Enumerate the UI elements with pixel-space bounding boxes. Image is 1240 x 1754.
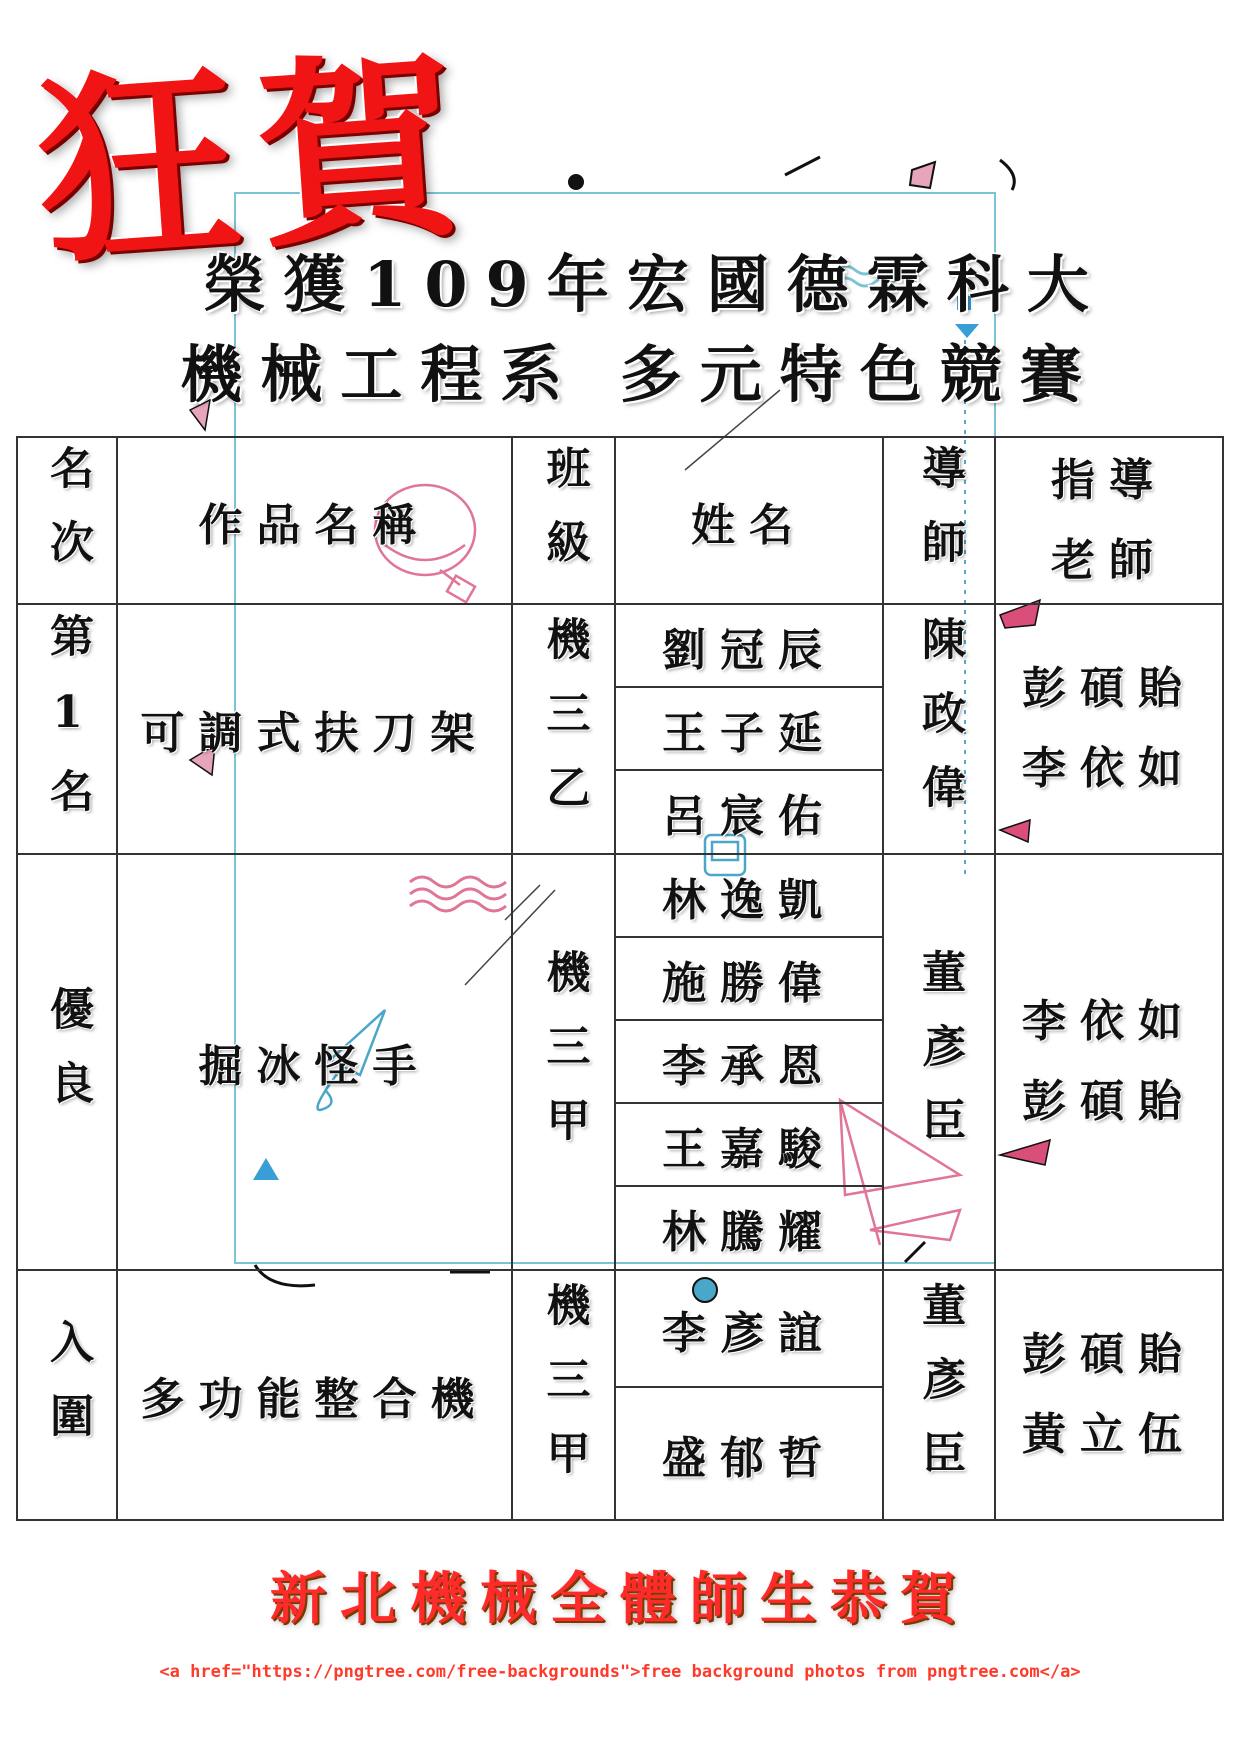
advisor-cell: [995, 1270, 1223, 1520]
advisor-name: 彭碩貽: [1022, 663, 1196, 714]
advisor-name: 彭碩貽: [1022, 1076, 1196, 1127]
rank-cell: 第1名: [17, 604, 117, 854]
class-cell: 機三甲: [512, 854, 615, 1270]
advisor-name: 李依如: [1022, 743, 1196, 794]
class-cell: 機三乙: [512, 604, 615, 854]
student-name: 李彥誼: [615, 1270, 883, 1387]
header-mentor: 導師: [883, 437, 995, 604]
table-header-row: [17, 437, 1223, 604]
student-name: 劉冠辰: [615, 604, 883, 687]
rank-cell: 入圍: [17, 1270, 117, 1520]
rank-cell: 優良: [17, 854, 117, 1270]
student-name: 施勝偉: [615, 937, 883, 1020]
student-name: 盛郁哲: [615, 1387, 883, 1520]
header-advisor: 指導老師: [995, 437, 1223, 604]
mentor-cell: 董彥臣: [883, 854, 995, 1270]
advisor-name: 彭碩貽: [1022, 1329, 1196, 1380]
class-cell: 機三甲: [512, 1270, 615, 1520]
headline: 狂賀: [30, 26, 486, 293]
advisor-cell: [995, 604, 1223, 854]
footer-congrats: 新北機械全體師生恭賀: [270, 1566, 970, 1632]
title-line-1: 榮獲109年宏國德霖科大: [203, 248, 1107, 321]
work-cell: 多功能整合機: [117, 1270, 512, 1520]
student-name: 李承恩: [615, 1020, 883, 1103]
student-name: 呂宸佑: [615, 770, 883, 854]
work-cell: 掘冰怪手: [117, 854, 512, 1270]
title-line-2: 機械工程系 多元特色競賽: [180, 338, 1100, 411]
work-cell: 可調式扶刀架: [117, 604, 512, 854]
student-name: 林逸凱: [615, 854, 883, 937]
header-work: 作品名稱: [117, 437, 512, 604]
award-table: [16, 436, 1224, 1521]
table-row: [17, 604, 1223, 687]
credit-text: <a href="https://pngtree.com/free-backgrounds">free background photos from pngtree.com</a>: [159, 1662, 1081, 1682]
advisor-name: 黃立伍: [1022, 1409, 1196, 1460]
student-name: 王子延: [615, 687, 883, 770]
table-row: [17, 1270, 1223, 1387]
advisor-name: 李依如: [1022, 996, 1196, 1047]
mentor-cell: 陳政偉: [883, 604, 995, 854]
student-name: 王嘉駿: [615, 1103, 883, 1186]
header-class: 班級: [512, 437, 615, 604]
advisor-cell: [995, 854, 1223, 1270]
header-name: 姓名: [615, 437, 883, 604]
student-name: 林騰耀: [615, 1186, 883, 1270]
table-row: [17, 854, 1223, 937]
header-rank: 名次: [17, 437, 117, 604]
mentor-cell: 董彥臣: [883, 1270, 995, 1520]
